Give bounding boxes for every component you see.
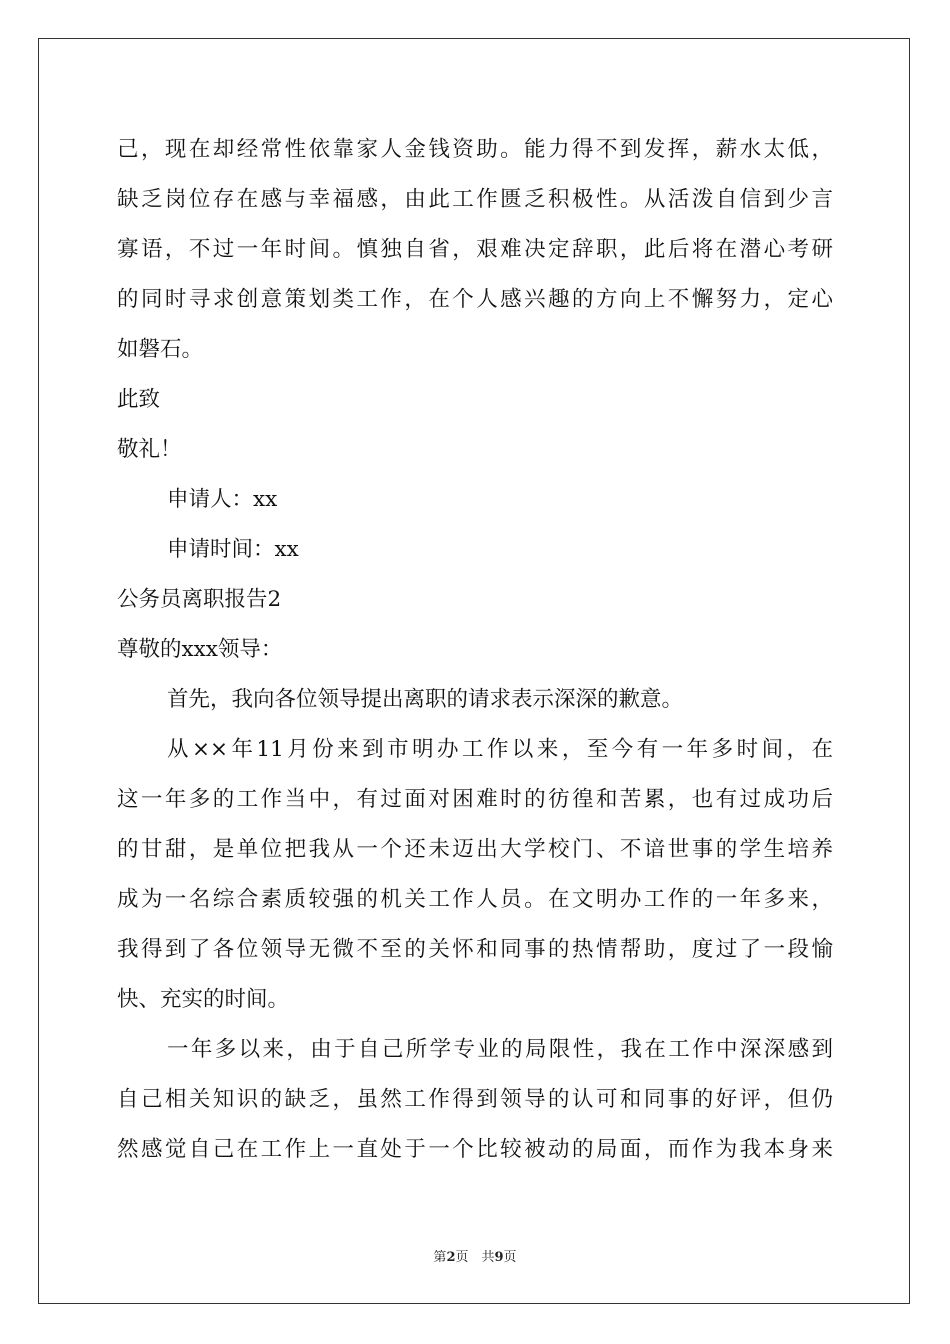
body-line: 从××年11月份来到市明办工作以来，至今有一年多时间，在	[167, 737, 833, 762]
footer-page-suffix: 页	[503, 1250, 517, 1265]
body-line: 寡语，不过一年时间。慎独自省，艰难决定辞职，此后将在潜心考研	[117, 237, 833, 262]
footer-page-mid: 页 共	[455, 1250, 495, 1265]
body-line: 一年多以来，由于自己所学专业的局限性，我在工作中深深感到	[167, 1037, 833, 1062]
page-footer	[0, 1246, 950, 1265]
footer-page-current: 2	[446, 1250, 456, 1265]
body-line: 快、充实的时间。	[117, 987, 290, 1012]
body-line: 己，现在却经常性依靠家人金钱资助。能力得不到发挥，薪水太低，	[117, 137, 833, 162]
body-line: 的同时寻求创意策划类工作，在个人感兴趣的方向上不懈努力，定心	[117, 287, 833, 312]
body-line: 自己相关知识的缺乏，虽然工作得到领导的认可和同事的好评，但仍	[117, 1087, 833, 1112]
body-line: 首先，我向各位领导提出离职的请求表示深深的歉意。	[167, 687, 684, 712]
body-line: 成为一名综合素质较强的机关工作人员。在文明办工作的一年多来，	[117, 887, 833, 912]
body-line: 的甘甜，是单位把我从一个还未迈出大学校门、不谙世事的学生培养	[117, 837, 833, 862]
closing-respect: 敬礼！	[117, 437, 182, 462]
application-date: 申请时间：xx	[167, 537, 299, 562]
body-line: 这一年多的工作当中，有过面对困难时的彷徨和苦累，也有过成功后	[117, 787, 833, 812]
body-line: 缺乏岗位存在感与幸福感，由此工作匮乏积极性。从活泼自信到少言	[117, 187, 833, 212]
section-title: 公务员离职报告2	[117, 587, 282, 612]
footer-page-total: 9	[494, 1250, 504, 1265]
closing-salutation: 此致	[117, 387, 161, 412]
letter-greeting: 尊敬的xxx领导：	[117, 637, 283, 662]
body-line: 然感觉自己在工作上一直处于一个比较被动的局面，而作为我本身来	[117, 1137, 833, 1162]
body-line: 我得到了各位领导无微不至的关怀和同事的热情帮助，度过了一段愉	[117, 937, 833, 962]
document-body	[117, 125, 833, 1175]
applicant-name: 申请人：xx	[167, 487, 278, 512]
body-line: 如磐石。	[117, 337, 204, 362]
footer-page-prefix: 第	[433, 1250, 447, 1265]
